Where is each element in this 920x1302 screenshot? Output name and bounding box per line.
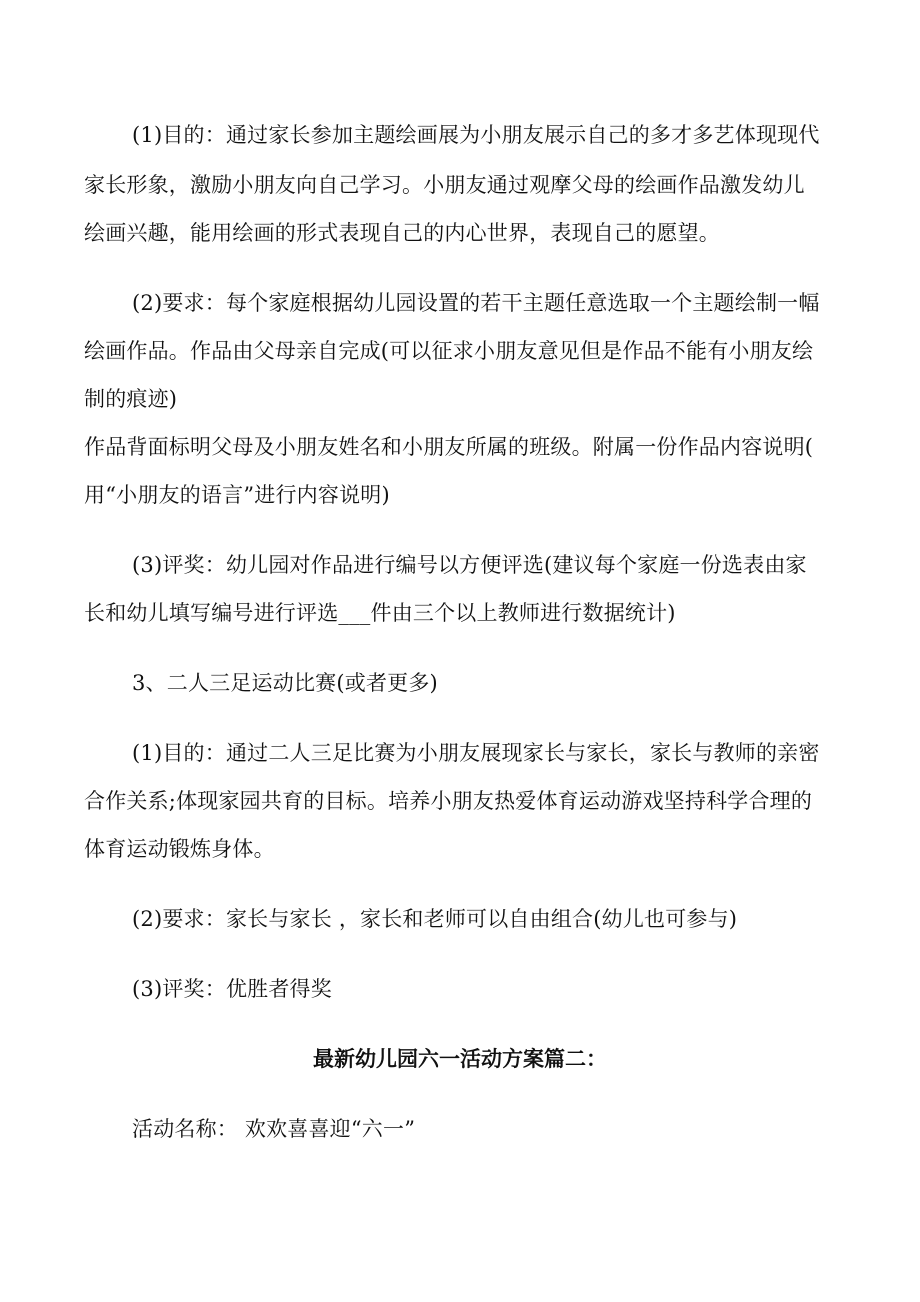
paragraph-2-line-2: 绘画作品。作品由父母亲自完成(可以征求小朋友意见但是作品不能有小朋友绘 (84, 339, 814, 363)
paragraph-1-line-3: 绘画兴趣，能用绘画的形式表现自己的内心世界，表现自己的愿望。 (84, 221, 720, 245)
paragraph-2-line-1: (2)要求：每个家庭根据幼儿园设置的若干主题任意选取一个主题绘制一幅 (132, 291, 820, 315)
paragraph-4-line-2: 长和幼儿填写编号进行评选___件由三个以上教师进行数据统计) (84, 601, 676, 625)
paragraph-1-line-2: 家长形象，激励小朋友向自己学习。小朋友通过观摩父母的绘画作品激发幼儿 (84, 173, 805, 197)
paragraph-6-line-3: 体育运动锻炼身体。 (84, 837, 275, 861)
paragraph-7: (2)要求：家长与家长 ，家长和老师可以自由组合(幼儿也可参与) (132, 907, 738, 931)
paragraph-3-line-1: 作品背面标明父母及小朋友姓名和小朋友所属的班级。附属一份作品内容说明( (84, 435, 814, 459)
activity-name: 活动名称： 欢欢喜喜迎“六一” (132, 1117, 416, 1141)
paragraph-1-line-1: (1)目的：通过家长参加主题绘画展为小朋友展示自己的多才多艺体现现代 (132, 123, 820, 147)
paragraph-3-line-2: 用“小朋友的语言”进行内容说明) (84, 483, 390, 507)
paragraph-2-line-3: 制的痕迹) (84, 387, 178, 411)
paragraph-4-line-1: (3)评奖：幼儿园对作品进行编号以方便评选(建议每个家庭一份选表由家 (132, 553, 807, 577)
section-title: 最新幼儿园六一活动方案篇二： (313, 1047, 607, 1071)
section-3-heading: 3、二人三足运动比赛(或者更多) (132, 671, 438, 695)
paragraph-8: (3)评奖：优胜者得奖 (132, 977, 332, 1001)
paragraph-6-line-1: (1)目的：通过二人三足比赛为小朋友展现家长与家长，家长与教师的亲密 (132, 741, 820, 765)
paragraph-6-line-2: 合作关系;体现家园共育的目标。培养小朋友热爱体育运动游戏坚持科学合理的 (84, 789, 813, 813)
